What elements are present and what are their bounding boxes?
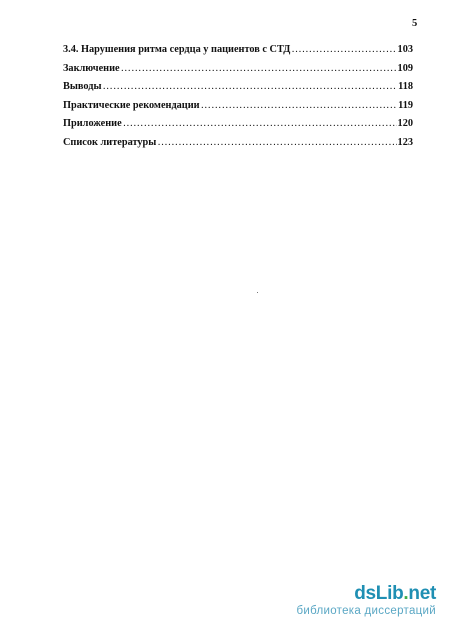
page-number: 5 xyxy=(412,18,418,29)
toc-entry xyxy=(63,137,413,156)
watermark-logo xyxy=(296,584,436,604)
toc-leader-dots xyxy=(121,63,397,74)
toc-leader-dots xyxy=(291,44,396,55)
toc-entry xyxy=(63,118,413,137)
table-of-contents xyxy=(63,44,413,155)
toc-entry-title: Заключение xyxy=(63,62,120,74)
watermark-logo-suffix: net xyxy=(408,583,436,604)
toc-entry xyxy=(63,81,413,100)
toc-entry-page: 118 xyxy=(398,81,413,92)
toc-entry-title: Список литературы xyxy=(63,136,157,148)
toc-entry-title: Приложение xyxy=(63,118,122,129)
toc-leader-dots xyxy=(201,100,397,111)
toc-leader-dots xyxy=(103,81,398,92)
toc-leader-dots xyxy=(157,137,396,148)
toc-entry-page: 119 xyxy=(398,99,413,111)
toc-entry xyxy=(63,44,413,63)
toc-entry-page: 109 xyxy=(397,62,413,74)
watermark-caption: библиотека диссертаций xyxy=(296,605,436,617)
toc-leader-dots xyxy=(123,118,397,129)
toc-entry-page: 123 xyxy=(397,136,413,148)
toc-entry-title: 3.4. Нарушения ритма сердца у пациентов с СТД xyxy=(63,44,291,55)
scan-speck xyxy=(257,292,258,293)
watermark-logo-dot: . xyxy=(403,583,409,604)
toc-entry-title: Выводы xyxy=(63,81,102,92)
watermark-logo-prefix: dsLib xyxy=(354,583,404,604)
toc-entry-page: 103 xyxy=(397,44,413,55)
toc-entry xyxy=(63,63,413,82)
toc-entry xyxy=(63,100,413,119)
toc-entry-page: 120 xyxy=(397,118,413,129)
toc-entry-title: Практические рекомендации xyxy=(63,99,200,111)
watermark xyxy=(296,584,436,618)
